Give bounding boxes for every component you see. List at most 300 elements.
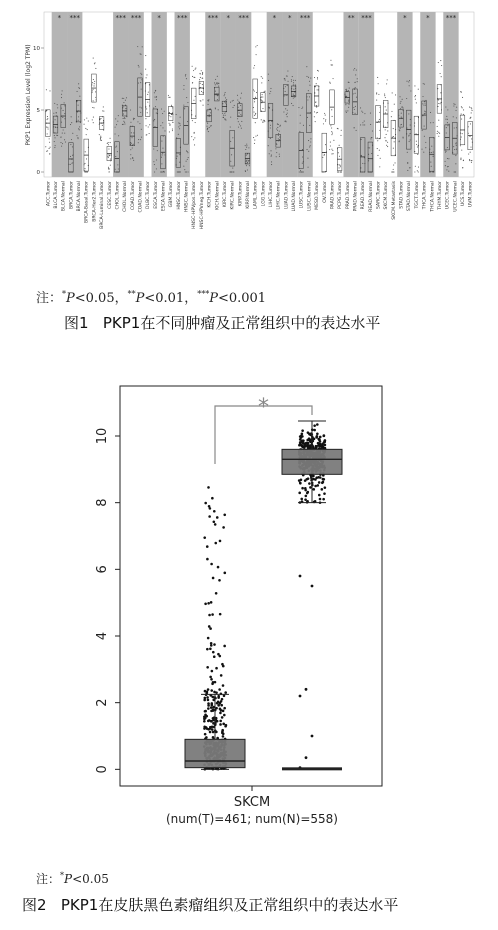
point (424, 113, 425, 114)
point (392, 92, 393, 93)
tumor-point (215, 667, 218, 670)
point (322, 157, 323, 158)
point (156, 168, 157, 169)
point (168, 97, 169, 98)
point (156, 97, 157, 98)
point (183, 166, 184, 167)
tumor-point (208, 614, 211, 617)
point (471, 160, 472, 161)
point (233, 171, 234, 172)
normal-point (307, 447, 310, 450)
x-tick-label: BRCA-Luminal.Tumor (100, 181, 106, 229)
point (239, 102, 240, 103)
point (279, 156, 280, 157)
point (300, 123, 301, 124)
point (49, 138, 50, 139)
point (314, 111, 315, 112)
point (160, 125, 161, 126)
point (249, 165, 250, 166)
note-prefix: 注： (36, 872, 61, 886)
point (299, 131, 300, 132)
point (187, 102, 188, 103)
point (87, 129, 88, 130)
tumor-point (224, 691, 227, 694)
point (316, 112, 317, 113)
significance-band (236, 12, 251, 177)
point (125, 100, 126, 101)
x-tick-label: THYM.Tumor (437, 181, 443, 210)
x-tick-label: LUAD.Normal (292, 181, 298, 212)
point (469, 160, 470, 161)
tumor-point (210, 601, 213, 604)
point (95, 68, 96, 69)
point (65, 141, 66, 142)
significance-mark: * (57, 14, 62, 22)
point (331, 149, 332, 150)
point (291, 103, 292, 104)
point (223, 117, 224, 118)
figure-2-caption (22, 894, 398, 915)
significance-star: * (258, 395, 269, 420)
point (315, 121, 316, 122)
point (293, 80, 294, 81)
point (108, 148, 109, 149)
point (453, 103, 454, 104)
point (314, 77, 315, 78)
point (71, 122, 72, 123)
point (195, 68, 196, 69)
y-tick-label: 2 (95, 698, 110, 707)
point (108, 144, 109, 145)
tumor-point (219, 613, 222, 616)
point (78, 116, 79, 117)
point (92, 82, 93, 83)
point (239, 124, 240, 125)
p-threshold: <0.05， (74, 291, 128, 306)
point (357, 78, 358, 79)
point (84, 163, 85, 164)
point (209, 116, 210, 117)
point (471, 108, 472, 109)
figure-1 (0, 0, 498, 265)
point (361, 139, 362, 140)
point (385, 106, 386, 107)
point (264, 120, 265, 121)
point (309, 85, 310, 86)
point (194, 132, 195, 133)
point (193, 100, 194, 101)
box (282, 449, 342, 474)
point (316, 83, 317, 84)
tumor-point (207, 728, 210, 731)
point (293, 95, 294, 96)
point (93, 100, 94, 101)
point (122, 124, 123, 125)
point (410, 139, 411, 140)
point (302, 163, 303, 164)
point (378, 121, 379, 122)
tumor-point (220, 674, 223, 677)
x-tick-label: LUSC.Tumor (299, 181, 305, 209)
point (141, 89, 142, 90)
point (447, 122, 448, 123)
point (262, 78, 263, 79)
point (78, 128, 79, 129)
point (87, 171, 88, 172)
point (77, 91, 78, 92)
point (440, 102, 441, 103)
point (430, 112, 431, 113)
tumor-point (222, 684, 225, 687)
point (54, 135, 55, 136)
point (415, 99, 416, 100)
point (300, 115, 301, 116)
y-tick-label: 5 (36, 108, 40, 114)
point (417, 170, 418, 171)
point (46, 110, 47, 111)
point (161, 163, 162, 164)
point (140, 82, 141, 83)
point (141, 137, 142, 138)
point (85, 151, 86, 152)
point (117, 151, 118, 152)
point (86, 118, 87, 119)
point (331, 64, 332, 65)
point (257, 135, 258, 136)
x-tick-label: CHOL.Normal (123, 181, 129, 212)
significance-stars: * (60, 871, 65, 880)
figure-1-note (36, 287, 266, 306)
point (261, 100, 262, 101)
point (64, 102, 65, 103)
x-tick-label: READ.Normal (368, 181, 374, 212)
tumor-point (210, 689, 213, 692)
point (415, 95, 416, 96)
point (276, 152, 277, 153)
point (202, 99, 203, 100)
point (386, 145, 387, 146)
point (430, 162, 431, 163)
point (154, 164, 155, 165)
point (410, 124, 411, 125)
point (153, 148, 154, 149)
normal-point (309, 444, 312, 447)
point (57, 104, 58, 105)
point (309, 81, 310, 82)
point (376, 100, 377, 101)
significance-stars: * (62, 289, 67, 299)
point (468, 154, 469, 155)
figure-1-caption (64, 312, 380, 333)
point (140, 54, 141, 55)
point (369, 147, 370, 148)
normal-point (304, 479, 307, 482)
point (399, 96, 400, 97)
point (241, 128, 242, 129)
point (178, 171, 179, 172)
point (45, 146, 46, 147)
point (246, 160, 247, 161)
point (49, 153, 50, 154)
x-tick-label: PRAD.Normal (353, 181, 359, 212)
point (186, 171, 187, 172)
significance-band (113, 12, 128, 177)
point (192, 66, 193, 67)
point (386, 83, 387, 84)
normal-point (324, 444, 327, 447)
point (224, 118, 225, 119)
point (438, 62, 439, 63)
point (391, 116, 392, 117)
point (179, 128, 180, 129)
point (300, 170, 301, 171)
point (140, 73, 141, 74)
point (53, 113, 54, 114)
point (309, 146, 310, 147)
normal-point (301, 433, 304, 436)
point (180, 117, 181, 118)
point (355, 93, 356, 94)
x-tick-label: LIHC.Normal (276, 181, 282, 210)
point (317, 78, 318, 79)
point (138, 139, 139, 140)
point (341, 130, 342, 131)
point (92, 89, 93, 90)
x-tick-label: KIRP.Normal (245, 181, 251, 209)
point (54, 137, 55, 138)
tumor-point (218, 579, 221, 582)
point (255, 97, 256, 98)
note-prefix: 注： (36, 291, 63, 306)
point (438, 120, 439, 121)
point (187, 159, 188, 160)
point (418, 171, 419, 172)
significance-mark: *** (69, 14, 80, 22)
point (77, 138, 78, 139)
point (323, 118, 324, 119)
normal-point (300, 498, 303, 501)
point (402, 99, 403, 100)
point (446, 151, 447, 152)
point (179, 123, 180, 124)
point (88, 121, 89, 122)
point (356, 97, 357, 98)
point (123, 113, 124, 114)
point (308, 151, 309, 152)
point (208, 104, 209, 105)
point (455, 163, 456, 164)
y-tick-label: 8 (95, 498, 110, 507)
point (264, 121, 265, 122)
point (264, 91, 265, 92)
significance-band (175, 12, 190, 177)
x-tick-label: BRCA-Her2.Tumor (92, 181, 98, 222)
normal-point (321, 481, 324, 484)
tumor-point (213, 520, 216, 523)
figure-2-note (36, 870, 109, 887)
point (348, 99, 349, 100)
point (154, 171, 155, 172)
normal-point (316, 484, 319, 487)
normal-point (312, 488, 315, 491)
point (254, 115, 255, 116)
x-tick-label: LAML.Tumor (253, 181, 259, 209)
point (356, 130, 357, 131)
tumor-point (216, 702, 219, 705)
point (168, 95, 169, 96)
normal-point (304, 498, 307, 501)
point (117, 121, 118, 122)
x-tick-label: HNSC-HPVpos.Tumor (192, 181, 198, 229)
point (207, 123, 208, 124)
point (149, 133, 150, 134)
point (139, 107, 140, 108)
point (454, 171, 455, 172)
point (279, 154, 280, 155)
point (307, 99, 308, 100)
point (317, 70, 318, 71)
point (130, 142, 131, 143)
y-axis-label: PKP1 Expression Level (log2 TPM) (25, 44, 32, 146)
point (71, 139, 72, 140)
point (469, 107, 470, 108)
normal-point (307, 431, 310, 434)
point (403, 137, 404, 138)
point (277, 130, 278, 131)
caption-number: 图2 (22, 896, 47, 914)
point (133, 119, 134, 120)
point (324, 154, 325, 155)
point (146, 74, 147, 75)
point (187, 152, 188, 153)
point (186, 97, 187, 98)
point (169, 131, 170, 132)
point (371, 137, 372, 138)
normal-point (316, 432, 319, 435)
point (261, 119, 262, 120)
point (360, 124, 361, 125)
point (156, 99, 157, 100)
point (78, 83, 79, 84)
point (408, 113, 409, 114)
point (114, 133, 115, 134)
point (223, 115, 224, 116)
point (109, 171, 110, 172)
point (47, 118, 48, 119)
y-tick-label: 4 (95, 631, 110, 641)
point (293, 84, 294, 85)
tumor-point (223, 645, 226, 648)
point (362, 163, 363, 164)
point (232, 107, 233, 108)
point (103, 130, 104, 131)
note-items (60, 872, 109, 886)
point (292, 96, 293, 97)
point (255, 46, 256, 47)
normal-point (307, 477, 310, 480)
point (355, 106, 356, 107)
point (154, 92, 155, 93)
point (107, 143, 108, 144)
point (330, 142, 331, 143)
point (172, 130, 173, 131)
point (156, 159, 157, 160)
point (423, 105, 424, 106)
point (417, 146, 418, 147)
p-threshold: <0.05 (72, 872, 109, 886)
x-tick-label: BRCA.Normal (77, 181, 83, 212)
point (47, 116, 48, 117)
tumor-point (211, 683, 214, 686)
point (216, 82, 217, 83)
point (393, 169, 394, 170)
x-tick-label: UCEC.Normal (453, 181, 459, 212)
point (445, 165, 446, 166)
point (339, 156, 340, 157)
x-tick-label: DLBC.Tumor (146, 181, 152, 210)
point (384, 95, 385, 96)
point (354, 109, 355, 110)
point (49, 90, 50, 91)
point (384, 94, 385, 95)
point (265, 91, 266, 92)
point (306, 66, 307, 67)
tumor-point (203, 727, 206, 730)
point (85, 128, 86, 129)
point (253, 68, 254, 69)
point (110, 159, 111, 160)
point (460, 145, 461, 146)
point (364, 121, 365, 122)
point (471, 138, 472, 139)
point (409, 80, 410, 81)
skcm-boxplot (0, 360, 498, 860)
point (462, 167, 463, 168)
point (440, 92, 441, 93)
point (330, 83, 331, 84)
point (298, 107, 299, 108)
point (276, 128, 277, 129)
point (270, 150, 271, 151)
point (406, 81, 407, 82)
y-tick-label: 10 (95, 427, 110, 445)
point (61, 146, 62, 147)
point (454, 127, 455, 128)
tumor-point (206, 545, 209, 548)
point (385, 97, 386, 98)
normal-outlier (311, 735, 314, 738)
point (64, 133, 65, 134)
point (47, 127, 48, 128)
caption-text: PKP1在不同肿瘤及正常组织中的表达水平 (102, 314, 381, 332)
point (408, 135, 409, 136)
point (361, 111, 362, 112)
point (76, 135, 77, 136)
tumor-point (213, 655, 216, 658)
point (110, 142, 111, 143)
point (439, 133, 440, 134)
plot-frame (120, 386, 382, 786)
point (448, 171, 449, 172)
tumor-point (221, 730, 224, 733)
point (433, 171, 434, 172)
point (271, 164, 272, 165)
tumor-point (209, 627, 212, 630)
point (222, 113, 223, 114)
point (193, 139, 194, 140)
point (241, 93, 242, 94)
point (269, 108, 270, 109)
